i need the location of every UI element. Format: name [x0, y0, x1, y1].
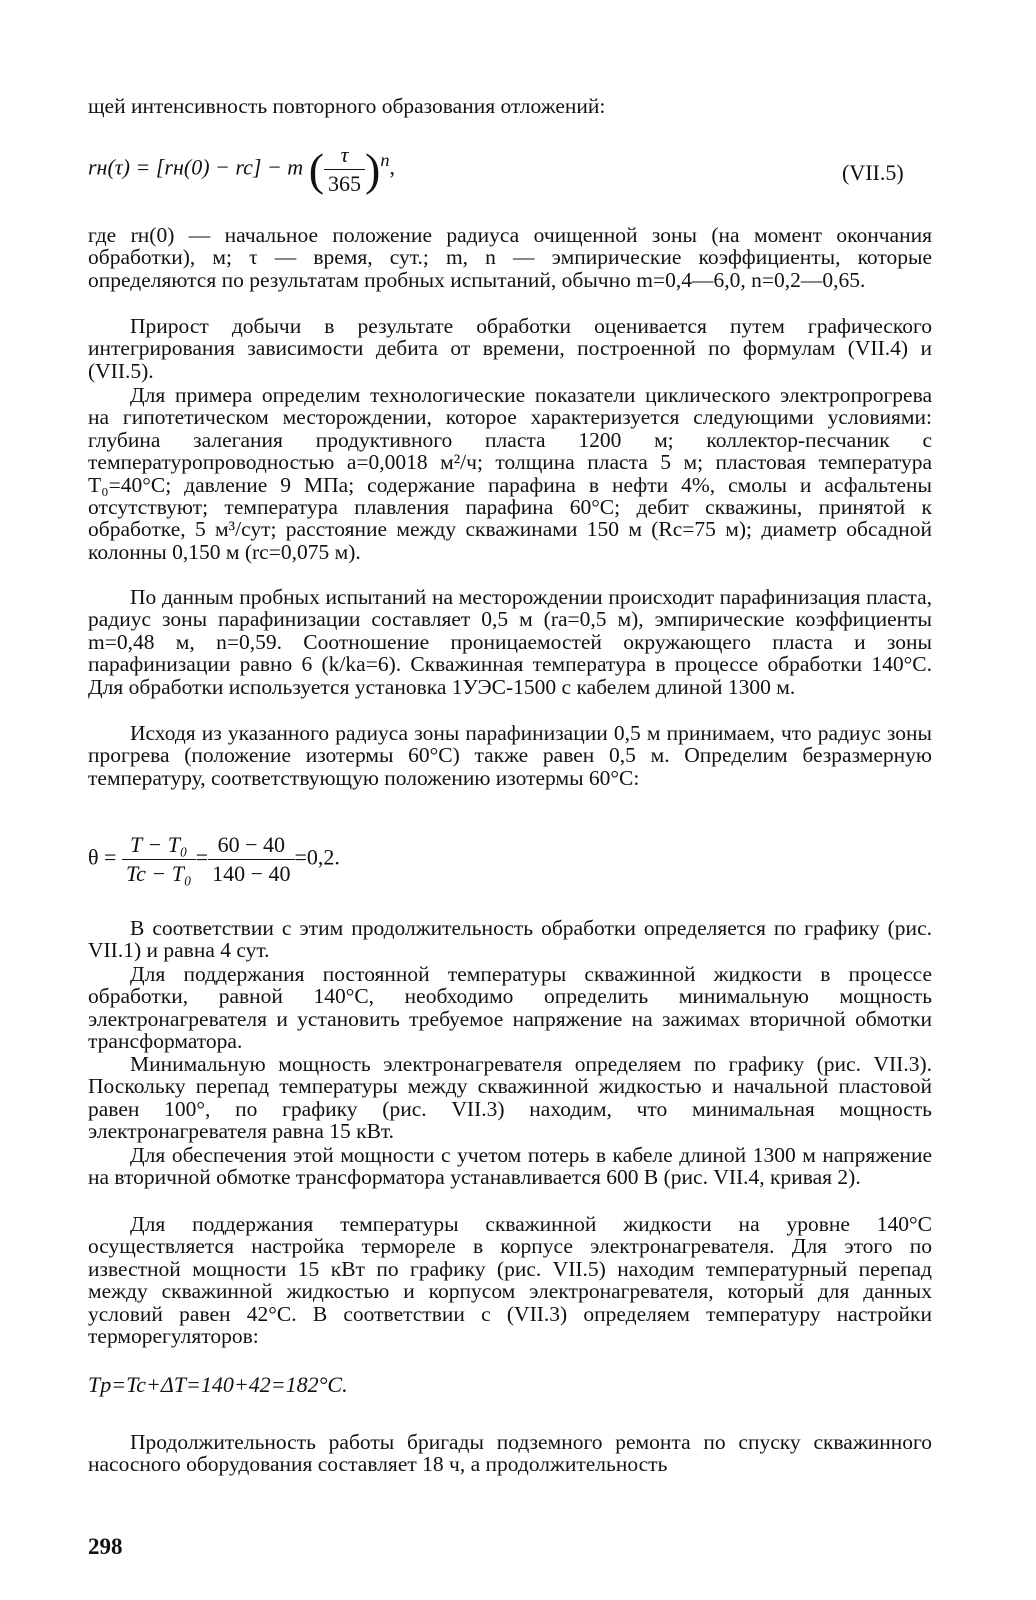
formula-vii5: rн(τ) = [rн(0) − rc] − m ( $\frac{\tau}{365}$ )$^n$, [88, 142, 396, 196]
left-paren: ( [308, 143, 325, 195]
paragraph-example: Для примера определим технологические показатели циклического электропрогрева на гипотетическом месторождении, которое характеризуется следующими условиями: глубина залегания продуктивного пласта 1200 м; коллектор-песчаник с температуропроводностью a=0,0018 м²/ч; толщина пласта 5 м; пластовая температура T₀=40°С; давление 9 МПа; содержание парафина в нефти 4%, смолы и асфальтены отсутствуют; температура плавления парафина 60°С; дебит скважины, принятой к обработке, 5 м³/сут; расстояние между скважинами 150 м (Rc=75 м); диаметр обсадной колонны 0,150 м (rc=0,075 м). [88, 383, 932, 564]
paragraph-voltage: Для обеспечения этой мощности с учетом потерь в кабеле длиной 1300 м напряжение на вторичной обмотке трансформатора устанавливается 600 В (рис. VII.4, кривая 2). [88, 1143, 932, 1190]
formula-theta: θ = $\frac{\text{T − T₀}}{\text{Tc − T₀}}$ = $\frac{60 - 40}{140 - 40}$ =0,2. [88, 832, 340, 886]
page-number: 298 [88, 1534, 123, 1559]
paragraph-minpower: Минимальную мощность электронагревателя определяем по графику (рис. VII.3). Поскольку перепад температуры между скважинной жидкостью и начальной пластовой равен 100°, по графику (рис. VII.3) находим, что минимальная мощность электронагревателя равна 15 кВт. [88, 1052, 932, 1144]
paragraph-relay: Для поддержания температуры скважинной жидкости на уровне 140°С осуществляется настройка термореле в корпусе электронагревателя. Для этого по известной мощности 15 кВт по графику (рис. VII.5) находим температурный перепад между скважинной жидкостью и корпусом электронагревателя, который для данных условий равен 42°С. В соответствии с (VII.3) определяем температуру настройки терморегуляторов: [88, 1212, 932, 1349]
paragraph-power: Для поддержания постоянной температуры скважинной жидкости в процессе обработки, равной 140°С, необходимо определить минимальную мощность электронагревателя и установить требуемое напряжение на зажимах вторичной обмотки трансформатора. [88, 962, 932, 1054]
paragraph-crew: Продолжительность работы бригады подземного ремонта по спуску скважинного насосного оборудования составляет 18 ч, а продолжительность [88, 1430, 932, 1477]
paragraph-radius: Исходя из указанного радиуса зоны парафинизации 0,5 м принимаем, что радиус зоны прогрева (положение изотермы 60°С) также равен 0,5 м. Определим безразмерную температуру, соответствующую положению изотермы 60°С: [88, 721, 932, 790]
paragraph-where: где rн(0) — начальное положение радиуса очищенной зоны (на момент окончания обработки), м; τ — время, сут.; m, n — эмпирические коэффициенты, которые определяются по результатам пробных испытаний, обычно m=0,4—6,0, n=0,2—0,65. [88, 223, 932, 292]
formula-number-vii5: (VII.5) [842, 160, 904, 185]
paragraph-growth: Прирост добычи в результате обработки оценивается путем графического интегрирования зависимости дебита от времени, построенной по формулам (VII.4) и (VII.5). [88, 314, 932, 383]
paragraph-intro: щей интенсивность повторного образования отложений: [88, 94, 606, 118]
fraction-tau-365: $\frac{\tau}{365}$ [324, 142, 365, 197]
formula-exponent: n [380, 150, 390, 171]
formula-tp: Tр=Tc+ΔT=140+42=182°С. [88, 1372, 348, 1397]
paragraph-duration: В соответствии с этим продолжительность обработки определяется по графику (рис. VII.1) и равна 4 сут. [88, 916, 932, 963]
fraction-theta-symbolic: $\frac{\text{T − T₀}}{\text{Tc − T₀}}$ [122, 832, 196, 887]
right-paren: ) [365, 143, 381, 195]
formula-vii5-lhs: rн(τ) = [rн(0) − rc] − m [88, 154, 304, 180]
paragraph-trials: По данным пробных испытаний на месторождении происходит парафинизация пласта, радиус зоны парафинизации составляет 0,5 м (ra=0,5 м), эмпирические коэффициенты m=0,48 м, n=0,59. Соотношение проницаемостей окружающего пласта и зоны парафинизации равно 6 (k/ka=6). Скважинная температура в процессе обработки 140°С. Для обработки используется установка 1УЭС-1500 с кабелем длиной 1300 м. [88, 585, 932, 699]
fraction-theta-numeric: $\frac{60 - 40}{140 - 40}$ [208, 832, 294, 887]
